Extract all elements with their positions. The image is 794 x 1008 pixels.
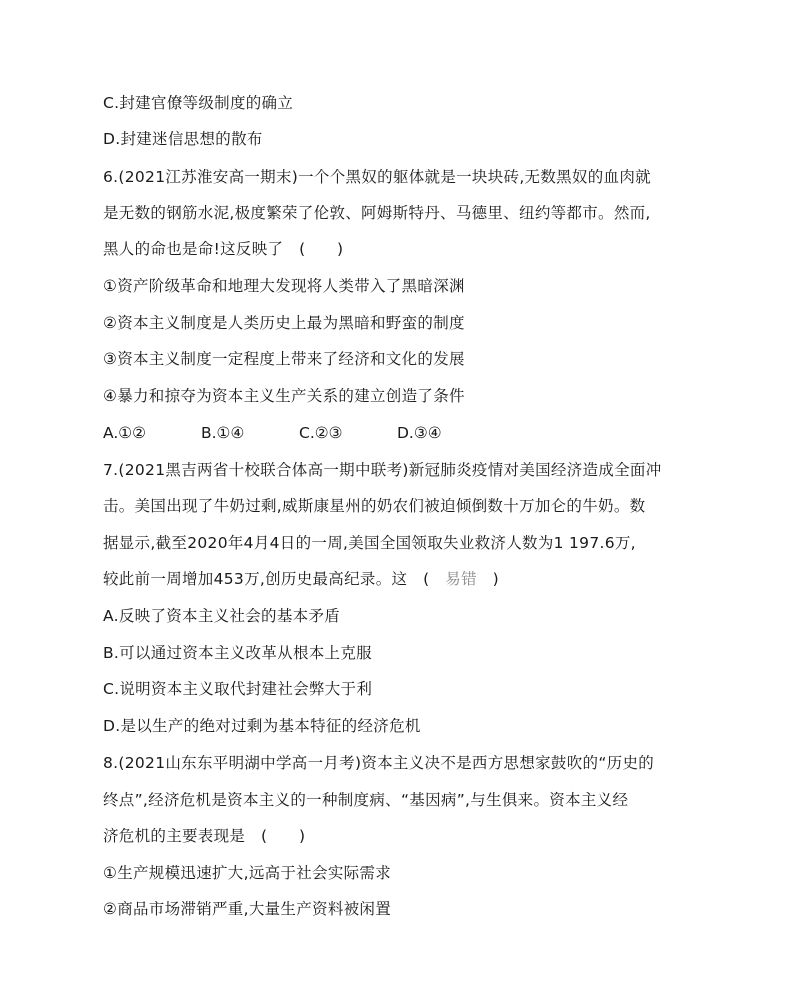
q7-option-d: D.是以生产的绝对过剩为基本特征的经济危机 [103, 717, 421, 735]
q6-stem-line-2: 是无数的钢筋水泥,极度繁荣了伦敦、阿姆斯特丹、马德里、纽约等都市。然而, [103, 204, 651, 222]
q6-item-3: ③资本主义制度一定程度上带来了经济和文化的发展 [103, 350, 465, 368]
q5-option-c: C.封建官僚等级制度的确立 [103, 94, 294, 112]
q8-stem-line-1: 8.(2021山东东平明湖中学高一月考)资本主义决不是西方思想家鼓吹的“历史的 [103, 754, 655, 772]
q7-option-b: B.可以通过资本主义改革从根本上克服 [103, 644, 372, 662]
q5-option-d: D.封建迷信思想的散布 [103, 130, 263, 148]
q7-error-prone-tag: 易错 [445, 570, 477, 588]
q6-option-d: D.③④ [397, 424, 442, 442]
q6-option-a: A.①② [103, 424, 147, 442]
q7-option-c: C.说明资本主义取代封建社会弊大于利 [103, 680, 373, 698]
q7-option-a: A.反映了资本主义社会的基本矛盾 [103, 607, 341, 625]
q8-stem-line-3: 济危机的主要表现是 ( ) [103, 827, 306, 845]
q6-item-4: ④暴力和掠夺为资本主义生产关系的建立创造了条件 [103, 387, 465, 405]
q6-item-1: ①资产阶级革命和地理大发现将人类带入了黑暗深渊 [103, 277, 465, 295]
q7-stem-line-1: 7.(2021黑吉两省十校联合体高一期中联考)新冠肺炎疫情对美国经济造成全面冲 [103, 461, 662, 479]
q7-stem-line-4 [103, 568, 499, 590]
q7-stem-line-4-end: ) [476, 570, 500, 588]
q8-item-2: ②商品市场滞销严重,大量生产资料被闲置 [103, 900, 392, 918]
q8-stem-line-2: 终点”,经济危机是资本主义的一种制度病、“基因病”,与生俱来。资本主义经 [103, 791, 629, 809]
q6-option-c: C.②③ [299, 424, 343, 442]
q6-option-b: B.①④ [201, 424, 245, 442]
q6-item-2: ②资本主义制度是人类历史上最为黑暗和野蛮的制度 [103, 314, 465, 332]
q7-stem-line-3: 据显示,截至2020年4月4日的一周,美国全国领取失业救济人数为1 197.6万, [103, 534, 636, 552]
q8-item-1: ①生产规模迅速扩大,远高于社会实际需求 [103, 864, 392, 882]
q7-stem-line-4-text: 较此前一周增加453万,创历史最高纪录。这 ( [103, 570, 446, 588]
q6-stem-line-1: 6.(2021江苏淮安高一期末)一个个黑奴的躯体就是一块块砖,无数黑奴的血肉就 [103, 168, 651, 186]
q6-options [103, 422, 442, 444]
q7-stem-line-2: 击。美国出现了牛奶过剩,威斯康星州的奶农们被迫倾倒数十万加仑的牛奶。数 [103, 497, 646, 515]
q6-stem-line-3: 黑人的命也是命!这反映了 ( ) [103, 240, 344, 258]
